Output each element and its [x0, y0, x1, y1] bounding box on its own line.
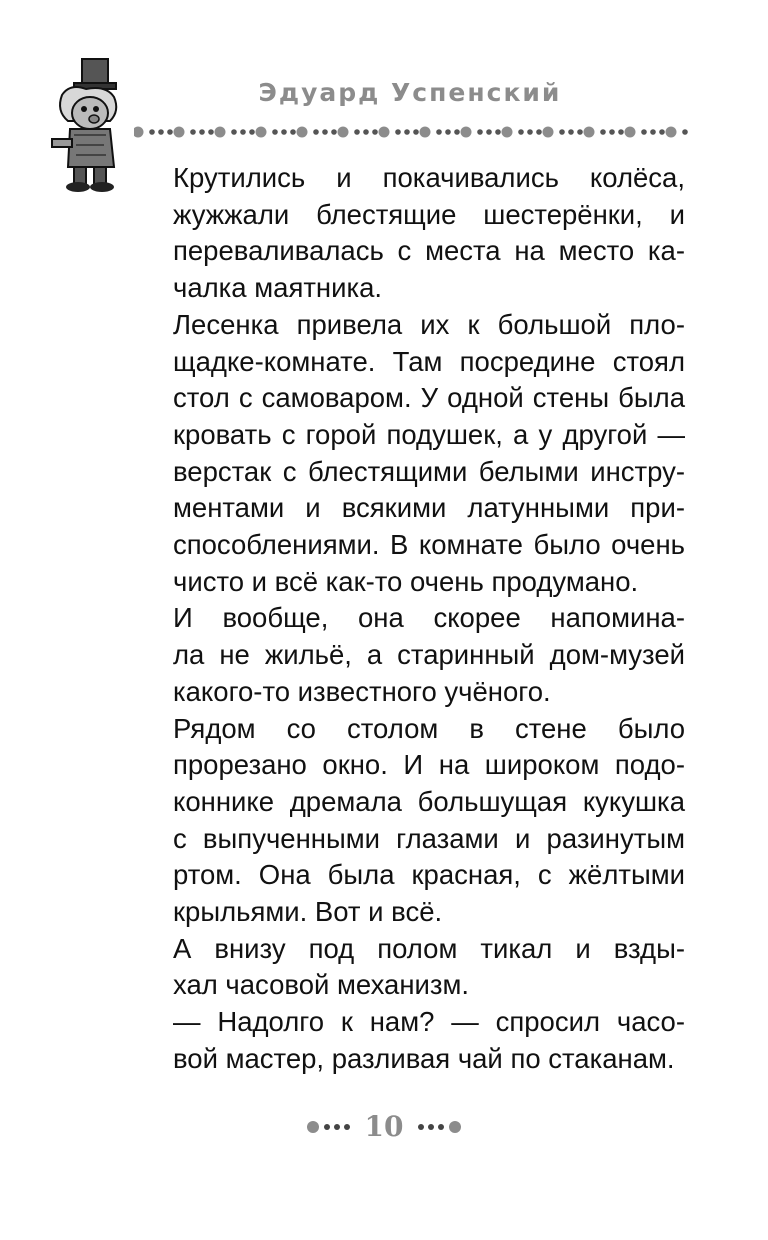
left-dots-ornament [307, 1120, 355, 1134]
rule-dot [363, 129, 369, 135]
folio [0, 1110, 768, 1143]
rule-dot [297, 127, 308, 138]
rule-dot [167, 129, 173, 135]
rule-dot [495, 129, 501, 135]
rule-dot [158, 129, 164, 135]
rule-dot [641, 129, 647, 135]
rule-dot [281, 129, 287, 135]
rule-dot [395, 129, 401, 135]
text-line: какого-то известного учёного. [173, 675, 551, 707]
text-line: Крутились и покачивались колёса, [173, 162, 685, 193]
rule-dot [404, 129, 410, 135]
rule-dot [486, 129, 492, 135]
rule-dot [256, 127, 267, 138]
rule-dot [543, 127, 554, 138]
rule-dot [436, 129, 442, 135]
text-line: способлениями. В комнате было очень [173, 529, 685, 561]
dotted-rule-divider [134, 123, 694, 141]
rule-dot [502, 127, 513, 138]
rule-dot [190, 129, 196, 135]
rule-dot [134, 127, 144, 138]
text-line: И вообще, она скорее напомина- [173, 602, 685, 634]
rule-dot [568, 129, 574, 135]
text-line: чалка маятника. [173, 272, 383, 304]
rule-dot [215, 127, 226, 138]
rule-dot [445, 129, 451, 135]
right-dots-ornament [413, 1120, 461, 1134]
rule-dot [199, 129, 205, 135]
text-line: с выпученными глазами и разинутым [173, 822, 685, 854]
rule-dot [240, 129, 246, 135]
rule-dot [625, 127, 636, 138]
rule-dot [149, 129, 155, 135]
rule-dot [559, 129, 565, 135]
rule-dot [338, 127, 349, 138]
text-line: жужжали блестящие шестерёнки, и [173, 198, 685, 230]
paragraph [125, 931, 685, 1004]
rule-dot [518, 129, 524, 135]
rule-dot [174, 127, 185, 138]
rule-dot [666, 127, 677, 138]
paragraph [125, 600, 685, 710]
rule-dot [659, 129, 665, 135]
rule-dot [477, 129, 483, 135]
rule-dot [290, 129, 296, 135]
text-line: — Надолго к нам? — спросил часо- [173, 1006, 685, 1038]
running-head: Эдуард Успенский [258, 78, 562, 107]
text-line: верстак с блестящими белыми инстру- [173, 455, 685, 487]
rule-dot [454, 129, 460, 135]
text-line: чисто и всё как-то очень продумано. [173, 565, 639, 597]
text-line: ла не жильё, а старинный дом-музей [173, 639, 685, 671]
rule-dot [584, 127, 595, 138]
page-number: 10 [364, 1110, 404, 1143]
text-line: прорезано окно. И на широком подо- [173, 749, 685, 781]
rule-dot [527, 129, 533, 135]
rule-dot [650, 129, 656, 135]
paragraph [125, 160, 685, 307]
paragraph [125, 307, 685, 601]
rule-dot [372, 129, 378, 135]
rule-dot [208, 129, 214, 135]
text-line: ртом. Она была красная, с жёлтыми [173, 859, 685, 891]
rule-dot [609, 129, 615, 135]
rule-dot [600, 129, 606, 135]
text-line: стол с самоваром. У одной стены была [173, 382, 685, 414]
rule-dot [682, 129, 688, 135]
rule-dot [379, 127, 390, 138]
rule-dot [272, 129, 278, 135]
text-line: кровать с горой подушек, а у другой — [173, 418, 685, 450]
text-line: крыльями. Вот и всё. [173, 896, 443, 928]
rule-dot [354, 129, 360, 135]
text-line: вой мастер, разливая чай по стаканам. [173, 1042, 675, 1074]
rule-dot [420, 127, 431, 138]
rule-dot [618, 129, 624, 135]
rule-dot [536, 129, 542, 135]
rule-dot [322, 129, 328, 135]
rule-dot [313, 129, 319, 135]
text-line: щадке-комнате. Там посредине стоял [173, 345, 685, 377]
rule-dot [413, 129, 419, 135]
text-line: хал часовой механизм. [173, 969, 470, 1001]
text-line: Рядом со столом в стене было [173, 712, 685, 744]
paragraph [125, 711, 685, 931]
text-line: переваливалась с места на место ка- [173, 235, 685, 267]
text-line: ментами и всякими латунными при- [173, 492, 685, 524]
cartoon-character-icon [40, 55, 132, 195]
text-line: Лесенка привела их к большой пло- [173, 308, 685, 340]
text-line: А внизу под полом тикал и взды- [173, 932, 685, 964]
text-line: коннике дремала большущая кукушка [173, 785, 685, 817]
body-text [125, 160, 685, 1078]
rule-dot [577, 129, 583, 135]
rule-dot [331, 129, 337, 135]
paragraph [125, 1004, 685, 1077]
rule-dot [249, 129, 255, 135]
rule-dot [231, 129, 237, 135]
rule-dot [461, 127, 472, 138]
